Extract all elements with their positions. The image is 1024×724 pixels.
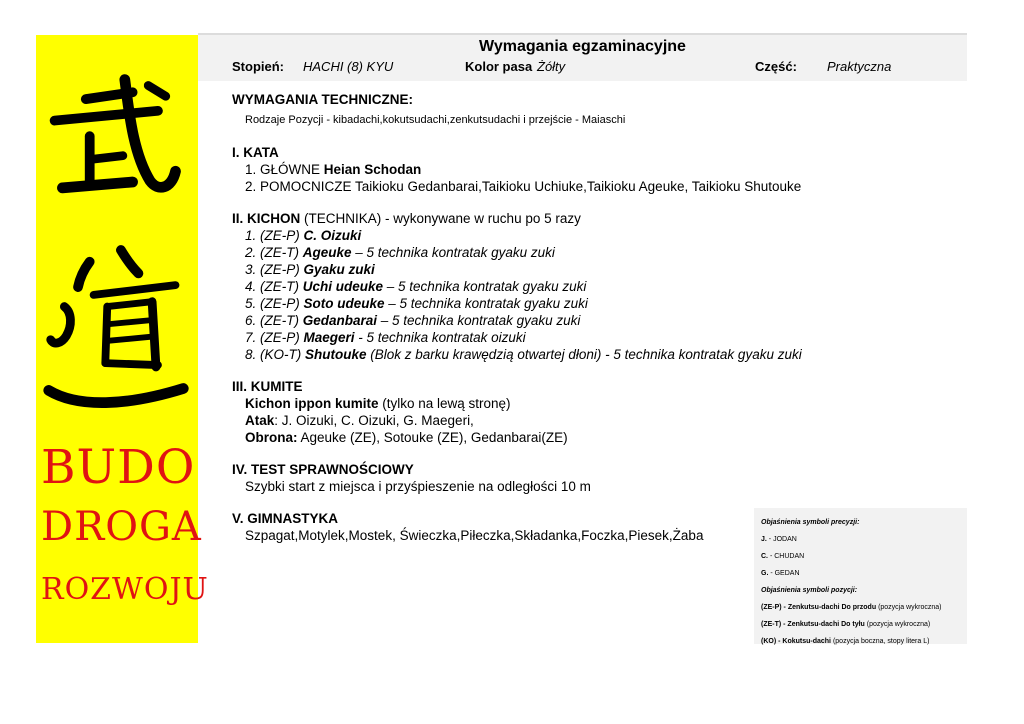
legend-precision-item xyxy=(754,531,967,548)
kichon-item xyxy=(245,278,962,295)
kumite-defense-list: Ageuke (ZE), Sotouke (ZE), Gedanbarai(ZE) xyxy=(297,430,568,445)
kichon-item-name: Gyaku zuki xyxy=(303,262,375,277)
kata-item-2: 2. POMOCNICZE Taikioku Gedanbarai,Taikioku Uchiuke,Taikioku Ageuke, Taikioku Shutouke xyxy=(245,179,802,194)
kumite-attack-label: Atak xyxy=(245,413,275,428)
legend-symbol: C. xyxy=(761,553,768,560)
belt-color-label: Kolor pasa xyxy=(465,59,533,74)
legend-precision-item xyxy=(754,548,967,565)
kumite-line-1-bold: Kichon ippon kumite xyxy=(245,396,379,411)
page-title: Wymagania egzaminacyjne xyxy=(479,38,686,55)
kichon-item-rest: – 5 technika kontratak gyaku zuki xyxy=(377,313,581,328)
gymnastics-line: Szpagat,Motylek,Mostek, Świeczka,Piłeczka,Składanka,Foczka,Piesek,Żaba xyxy=(245,528,704,543)
kata-item-1 xyxy=(245,161,962,178)
kumite-line-1 xyxy=(245,395,962,412)
legend-desc: - JODAN xyxy=(766,536,797,543)
grade-value: HACHI (8) KYU xyxy=(303,59,394,74)
legend-position-title: Objaśnienia symboli pozycji: xyxy=(761,587,858,594)
legend-desc: (pozycja wykroczna) xyxy=(878,604,942,611)
kichon-item-prefix: 3. (ZE-P) xyxy=(245,262,304,277)
technical-requirements-heading: WYMAGANIA TECHNICZNE: xyxy=(232,92,413,107)
legend-desc: (pozycja wykroczna) xyxy=(866,621,931,628)
fitness-test-heading: IV. TEST SPRAWNOŚCIOWY xyxy=(232,462,414,477)
technical-requirements-line: Rodzaje Pozycji - kibadachi,kokutsudachi,zenkutsudachi i przejście - Maiaschi xyxy=(245,114,626,126)
legend-position-item xyxy=(754,633,967,650)
kichon-item-rest: – 5 technika kontratak gyaku zuki xyxy=(384,296,588,311)
kumite-defense-label: Obrona: xyxy=(245,430,298,445)
kichon-item xyxy=(245,329,962,346)
kichon-item-name: C. Oizuki xyxy=(303,228,362,243)
kichon-item xyxy=(245,312,962,329)
kumite-heading: III. KUMITE xyxy=(232,379,303,394)
sidebar-word-droga: DROGA xyxy=(41,504,202,550)
kichon-item-prefix: 2. (ZE-T) xyxy=(245,245,303,260)
legend-position-item xyxy=(754,616,967,633)
gymnastics-heading: V. GIMNASTYKA xyxy=(232,511,339,526)
kanji-do-icon xyxy=(39,233,195,425)
kichon-item-rest: (Blok z barku krawędzią otwartej dłoni) - 5 technika kontratak gyaku zuki xyxy=(366,347,802,362)
legend-precision-item xyxy=(754,565,967,582)
kichon-heading-rest: (TECHNIKA) - wykonywane w ruchu po 5 razy xyxy=(300,211,581,226)
kichon-item-prefix: 6. (ZE-T) xyxy=(245,313,303,328)
part-value: Praktyczna xyxy=(827,59,892,74)
kata-item-1-prefix: 1. GŁÓWNE xyxy=(245,162,324,177)
budo-side-panel xyxy=(36,35,209,643)
kichon-item-prefix: 4. (ZE-T) xyxy=(245,279,303,294)
kumite-attack-list: : J. Oizuki, C. Oizuki, G. Maegeri, xyxy=(274,413,474,428)
kichon-item-name: Shutouke xyxy=(305,347,367,362)
kichon-item-prefix: 1. (ZE-P) xyxy=(245,228,304,243)
symbols-legend xyxy=(754,508,967,644)
kichon-item-rest: – 5 technika kontratak gyaku zuki xyxy=(383,279,587,294)
kichon-heading xyxy=(232,210,962,227)
kichon-heading-bold: II. KICHON xyxy=(232,211,301,226)
part-label: Część: xyxy=(755,59,797,74)
kata-item-1-name: Heian Schodan xyxy=(323,162,422,177)
kichon-item-prefix: 8. (KO-T) xyxy=(245,347,305,362)
kichon-item-name: Soto udeuke xyxy=(303,296,385,311)
header-fields-row xyxy=(198,59,967,79)
kichon-item-rest: - 5 technika kontratak oizuki xyxy=(354,330,526,345)
fitness-test-line: Szybki start z miejsca i przyśpieszenie na odległości 10 m xyxy=(245,479,591,494)
kichon-item xyxy=(245,227,962,244)
legend-symbol: G. xyxy=(761,570,769,577)
kichon-item-prefix: 5. (ZE-P) xyxy=(245,296,304,311)
kumite-attack-line xyxy=(245,412,962,429)
kichon-item-name: Ageuke xyxy=(302,245,352,260)
legend-desc: - GEDAN xyxy=(768,570,800,577)
legend-symbol: (ZE-P) - Zenkutsu-dachi Do przodu xyxy=(761,604,879,611)
kichon-item xyxy=(245,346,962,363)
kichon-item xyxy=(245,295,962,312)
exam-header xyxy=(198,33,967,81)
kichon-item-rest: – 5 technika kontratak gyaku zuki xyxy=(351,245,555,260)
exam-requirements-body xyxy=(232,91,962,544)
belt-color-value: Żółty xyxy=(537,59,566,74)
kichon-item-name: Maegeri xyxy=(303,330,355,345)
kata-heading: I. KATA xyxy=(232,145,279,160)
sidebar-word-rozwoju: ROZWOJU xyxy=(41,572,209,607)
legend-position-item xyxy=(754,599,967,616)
legend-symbol: (KO) - Kokutsu-dachi xyxy=(761,638,833,645)
kumite-defense-line xyxy=(245,429,962,446)
kumite-line-1-rest: (tylko na lewą stronę) xyxy=(378,396,511,411)
kanji-bu-icon xyxy=(39,63,195,223)
kichon-item-name: Gedanbarai xyxy=(302,313,378,328)
legend-desc: - CHUDAN xyxy=(768,553,805,560)
kichon-item-name: Uchi udeuke xyxy=(302,279,384,294)
sidebar-word-budo: BUDO xyxy=(41,440,196,495)
legend-symbol: J. xyxy=(761,536,767,543)
legend-desc: (pozycja boczna, stopy litera L) xyxy=(832,638,930,645)
legend-precision-title: Objaśnienia symboli precyzji: xyxy=(761,519,860,526)
kichon-item-prefix: 7. (ZE-P) xyxy=(245,330,304,345)
kichon-item xyxy=(245,244,962,261)
legend-symbol: (ZE-T) - Zenkutsu-dachi Do tyłu xyxy=(761,621,867,628)
kichon-item xyxy=(245,261,962,278)
grade-label: Stopień: xyxy=(232,59,284,74)
